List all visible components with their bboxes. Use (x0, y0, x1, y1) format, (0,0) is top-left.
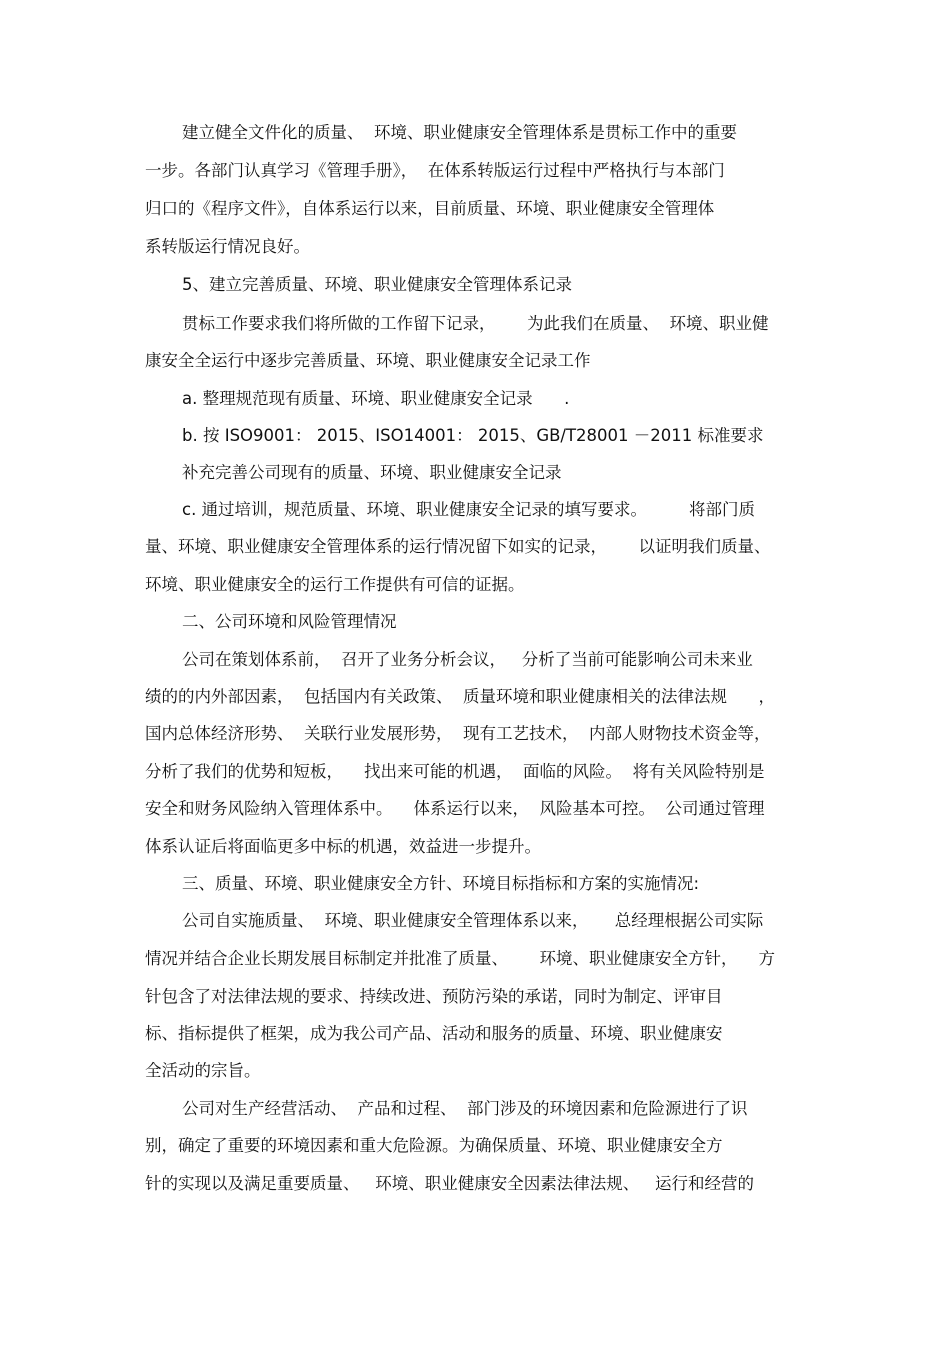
text-line: 全活动的宗旨。 (145, 1061, 261, 1080)
text-line: 公司自实施质量、 环境、职业健康安全管理体系以来， 总经理根据公司实际 (182, 911, 764, 930)
text-line: 安全和财务风险纳入管理体系中。 体系运行以来， 风险基本可控。 公司通过管理 (145, 799, 765, 818)
text-line: 公司在策划体系前， 召开了业务分析会议， 分析了当前可能影响公司未来业 (182, 650, 753, 669)
text-line: 针的实现以及满足重要质量、 环境、职业健康安全因素法律法规、 运行和经营的 (145, 1174, 754, 1193)
list-item: c. 通过培训，规范质量、环境、职业健康安全记录的填写要求。 将部门质 (182, 500, 756, 519)
text-line: 归口的《程序文件》，自体系运行以来，目前质量、环境、职业健康安全管理体 (145, 199, 715, 218)
text-line: 体系认证后将面临更多中标的机遇，效益进一步提升。 (145, 837, 541, 856)
text-line: 别，确定了重要的环境因素和重大危险源。为确保质量、环境、职业健康安全方 (145, 1136, 723, 1155)
text-line: 康安全全运行中逐步完善质量、环境、职业健康安全记录工作 (145, 351, 591, 370)
list-item: b. 按 ISO9001： 2015、ISO14001： 2015、GB/T28001 －2011 标准要求 (182, 426, 764, 445)
text-line: 针包含了对法律法规的要求、持续改进、预防污染的承诺，同时为制定、评审目 (145, 987, 723, 1006)
section-heading: 三、质量、环境、职业健康安全方针、环境目标指标和方案的实施情况: (182, 874, 700, 893)
text-line: 国内总体经济形势、 关联行业发展形势， 现有工艺技术， 内部人财物技术资金等， (145, 724, 771, 743)
text-line: 情况并结合企业长期发展目标制定并批准了质量、 环境、职业健康安全方针， 方 (145, 949, 775, 968)
text-line: 一步。各部门认真学习《管理手册》， 在体系转版运行过程中严格执行与本部门 (145, 161, 725, 180)
section-heading: 5、建立完善质量、环境、职业健康安全管理体系记录 (182, 275, 572, 294)
text-line: 分析了我们的优势和短板， 找出来可能的机遇， 面临的风险。 将有关风险特别是 (145, 762, 765, 781)
text-line: 环境、职业健康安全的运行工作提供有可信的证据。 (145, 575, 525, 594)
text-line: 补充完善公司现有的质量、环境、职业健康安全记录 (182, 463, 562, 482)
text-line: 公司对生产经营活动、 产品和过程、 部门涉及的环境因素和危险源进行了识 (182, 1099, 748, 1118)
text-line: 量、环境、职业健康安全管理体系的运行情况留下如实的记录， 以证明我们质量、 (145, 537, 771, 556)
text-line: 标、指标提供了框架，成为我公司产品、活动和服务的质量、环境、职业健康安 (145, 1024, 723, 1043)
text-line: 建立健全文件化的质量、 环境、职业健康安全管理体系是贯标工作中的重要 (182, 123, 737, 142)
text-line: 系转版运行情况良好。 (145, 237, 310, 256)
list-item: a. 整理规范现有质量、环境、职业健康安全记录 . (182, 389, 570, 408)
text-line: 贯标工作要求我们将所做的工作留下记录， 为此我们在质量、 环境、职业健 (182, 314, 769, 333)
text-line: 绩的的内外部因素， 包括国内有关政策、 质量环境和职业健康相关的法律法规 ， (145, 687, 775, 706)
section-heading: 二、公司环境和风险管理情况 (182, 612, 397, 631)
